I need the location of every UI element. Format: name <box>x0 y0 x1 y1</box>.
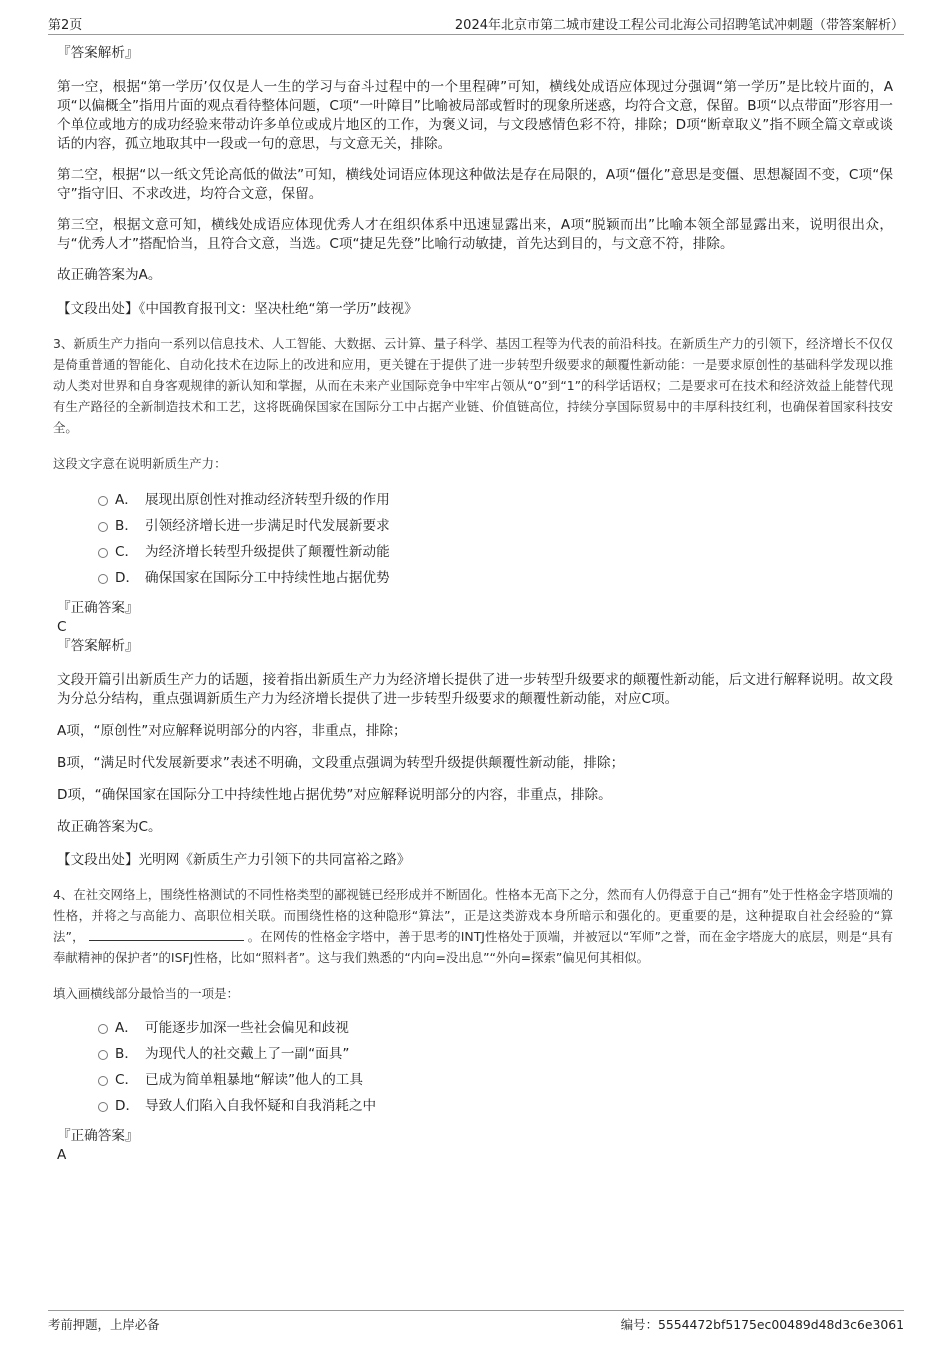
option-letter: B． <box>115 1046 138 1062</box>
q4-option-a[interactable] <box>57 1015 893 1041</box>
q3-option-d[interactable] <box>57 565 893 591</box>
option-text: 展现出原创性对推动经济转型升级的作用 <box>145 492 390 508</box>
q4-option-c[interactable] <box>57 1067 893 1093</box>
radio-button-icon[interactable] <box>98 574 108 584</box>
q3-answer: C <box>57 619 67 635</box>
q4-text-after: 。在网传的性格金字塔中，善于思考的INTJ性格处于顶端，并被冠以“军师”之誉，而在金字塔庞大的底层，则是“具有奉献精神的保护者”的ISFJ性格，比如“照料者”。这与我们熟悉的“内向=没出息”“外向=探索”偏见何其相似。 <box>53 929 894 965</box>
page-header <box>48 12 904 35</box>
radio-button-icon[interactable] <box>98 548 108 558</box>
option-letter: A． <box>115 1020 138 1036</box>
q3-analysis-p2: A项，“原创性”对应解释说明部分的内容，非重点，排除； <box>57 723 407 739</box>
q3-option-b[interactable] <box>57 513 893 539</box>
option-letter: C． <box>115 1072 139 1088</box>
radio-button-icon[interactable] <box>98 1024 108 1034</box>
radio-button-icon[interactable] <box>98 522 108 532</box>
document-body <box>53 44 894 1165</box>
q2-conclusion: 故正确答案为A。 <box>57 267 162 283</box>
page-number: 第2页 <box>48 18 83 33</box>
q3-analysis-p1: 文段开篇引出新质生产力的话题，接着指出新质生产力为经济增长提供了进一步转型升级要求的颠覆性新动能，后文进行解释说明。故文段为分总分结构，重点强调新质生产力为经济增长提供了进一步转型升级要求的颠覆性新动能，对应C项。 <box>57 672 893 707</box>
fill-in-blank <box>89 928 244 941</box>
q3-prompt: 这段文字意在说明新质生产力： <box>53 456 227 471</box>
option-text: 引领经济增长进一步满足时代发展新要求 <box>145 518 390 534</box>
option-text: 确保国家在国际分工中持续性地占据优势 <box>145 570 390 586</box>
q2-analysis-p1: 第一空，根据“第一学历’仅仅是人一生的学习与奋斗过程中的一个里程碑”可知，横线处成语应体现过分强调“第一学历”是比较片面的，A项“以偏概全”指用片面的观点看待整体问题，C项“一叶障目”比喻被局部或暂时的现象所迷惑，均符合文意，保留。B项“以点带面”形容用一个单位或地方的成功经验来带动许多单位或成片地区的工作，为褒义词，与文段感情色彩不符，排除；D项“断章取义”指不顾全篇文章或谈话的内容，孤立地取其中一段或一句的意思，与文意无关，排除。 <box>57 79 893 152</box>
q3-conclusion: 故正确答案为C。 <box>57 819 162 835</box>
q3-options <box>57 487 893 591</box>
option-text: 为现代人的社交戴上了一副“面具” <box>145 1046 350 1062</box>
q4-text-before: 4、在社交网络上，围绕性格测试的不同性格类型的鄙视链已经形成并不断固化。性格本无高下之分，然而有人仍得意于自己“拥有”处于性格金字塔顶端的性格，并将之与高能力、高职位相关联。而围绕性格的这种隐形“算法”，正是这类游戏本身所暗示和强化的。更重要的是，这种提取自社会经验的“算法”， <box>53 887 893 944</box>
q4-option-b[interactable] <box>57 1041 893 1067</box>
option-letter: C． <box>115 544 139 560</box>
option-text: 已成为简单粗暴地“解读”他人的工具 <box>145 1072 363 1088</box>
q2-analysis-p3: 第三空，根据文意可知，横线处成语应体现优秀人才在组织体系中迅速显露出来，A项“脱颖而出”比喻本领全部显露出来，说明很出众，与“优秀人才”搭配恰当，且符合文意，当选。C项“捷足先登”比喻行动敏捷，首先达到目的，与文意不符，排除。 <box>57 217 893 252</box>
q4-text <box>53 884 893 968</box>
document-id: 编号：5554472bf5175ec00489d48d3c6e3061 <box>620 1317 904 1332</box>
page-footer <box>48 1310 904 1337</box>
option-letter: D． <box>115 1098 140 1114</box>
q2-source: 【文段出处】《中国教育报刊文：坚决杜绝“第一学历”歧视》 <box>57 301 418 317</box>
q3-text: 3、新质生产力指向一系列以信息技术、人工智能、大数据、云计算、量子科学、基因工程等为代表的前沿科技。在新质生产力的引领下，经济增长不仅仅是倚重普通的智能化、自动化技术在边际上的改进和应用，更关键在于提供了进一步转型升级要求的颠覆性新动能：一是要求原创性的基础科学发现以推动人类对世界和自身客观规律的新认知和掌握，从而在未来产业国际竞争中牢牢占领从“0”到“1”的科学话语权；二是要求可在技术和经济效益上能替代现有生产路径的全新制造技术和工艺，这将既确保国家在国际分工中占据产业链、价值链高位，持续分享国际贸易中的丰厚科技红利，也确保着国家科技安全。 <box>53 336 893 435</box>
q3-answer-label: 『正确答案』 <box>57 600 139 616</box>
q3-option-c[interactable] <box>57 539 893 565</box>
option-letter: A． <box>115 492 138 508</box>
q4-answer-label: 『正确答案』 <box>57 1128 139 1144</box>
radio-button-icon[interactable] <box>98 1076 108 1086</box>
option-letter: B． <box>115 518 138 534</box>
option-letter: D． <box>115 570 140 586</box>
q4-answer: A <box>57 1147 67 1163</box>
radio-button-icon[interactable] <box>98 1050 108 1060</box>
q2-analysis-p2: 第二空，根据“以一纸文凭论高低的做法”可知，横线处词语应体现这种做法是存在局限的，A项“僵化”意思是变僵、思想凝固不变，C项“保守”指守旧、不求改进，均符合文意，保留。 <box>57 167 893 202</box>
q3-analysis-p3: B项，“满足时代发展新要求”表述不明确，文段重点强调为转型升级提供颠覆性新动能，排除； <box>57 755 625 771</box>
q3-analysis-p4: D项，“确保国家在国际分工中持续性地占据优势”对应解释说明部分的内容，非重点，排除。 <box>57 787 612 803</box>
q4-prompt: 填入画横线部分最恰当的一项是： <box>53 986 239 1001</box>
footer-slogan: 考前押题，上岸必备 <box>48 1317 160 1332</box>
q3-source: 【文段出处】光明网《新质生产力引领下的共同富裕之路》 <box>57 852 411 868</box>
q4-options <box>57 1015 893 1119</box>
q4-option-d[interactable] <box>57 1093 893 1119</box>
radio-button-icon[interactable] <box>98 496 108 506</box>
q3-option-a[interactable] <box>57 487 893 513</box>
option-text: 为经济增长转型升级提供了颠覆性新动能 <box>145 544 390 560</box>
document-title: 2024年北京市第二城市建设工程公司北海公司招聘笔试冲刺题（带答案解析） <box>454 18 904 33</box>
option-text: 导致人们陷入自我怀疑和自我消耗之中 <box>145 1098 377 1114</box>
radio-button-icon[interactable] <box>98 1102 108 1112</box>
option-text: 可能逐步加深一些社会偏见和歧视 <box>145 1020 349 1036</box>
q2-analysis-label: 『答案解析』 <box>57 45 139 61</box>
q3-analysis-label: 『答案解析』 <box>57 638 139 654</box>
